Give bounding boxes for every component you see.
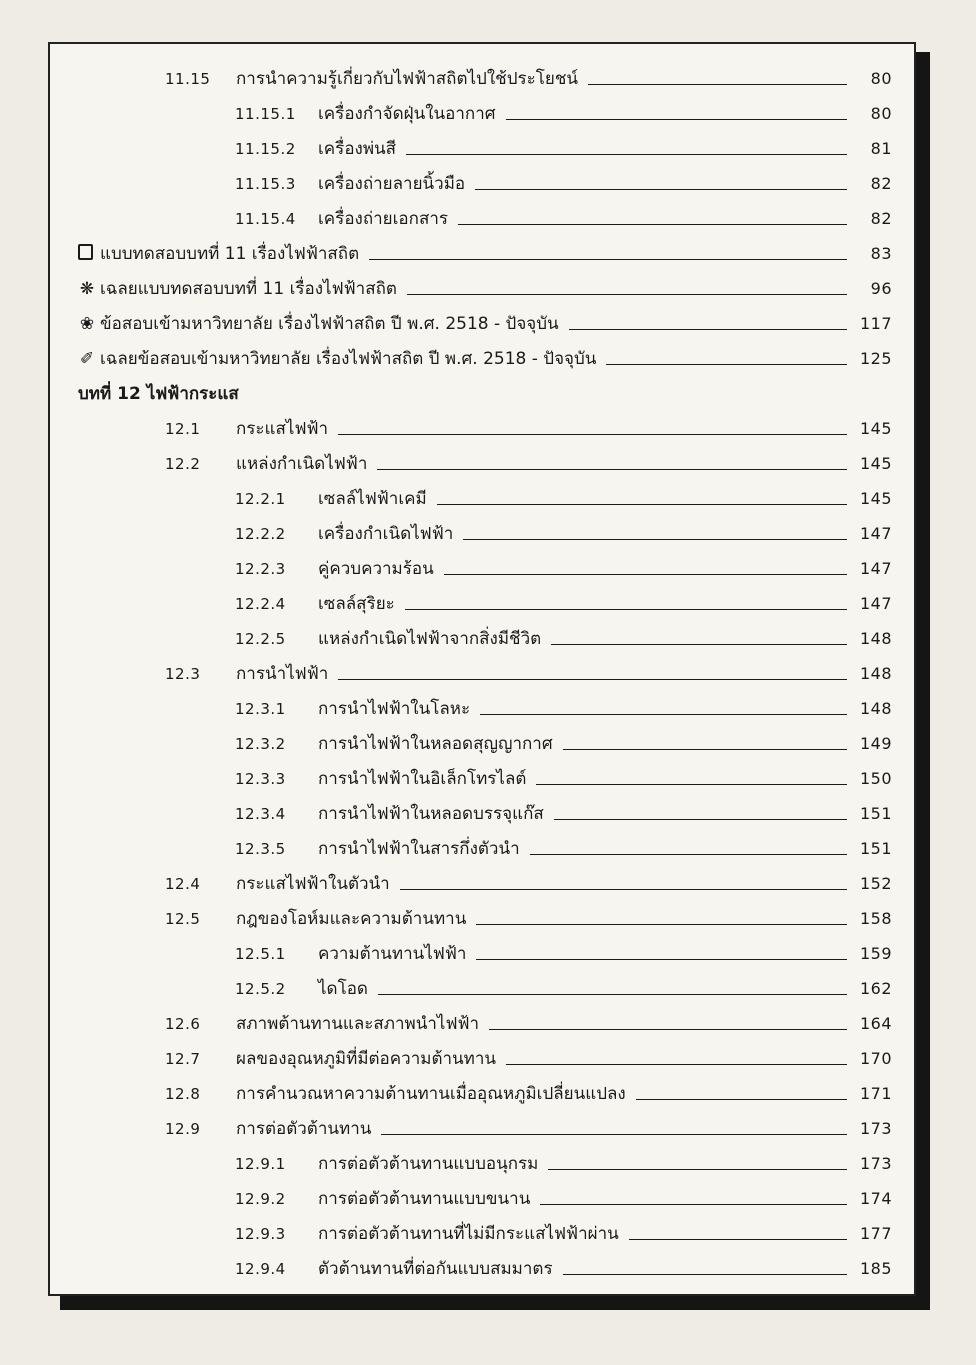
section-number: 12.5.2 — [235, 980, 286, 998]
title-text: ตัวต้านทานที่ต่อกันแบบสมมาตร — [318, 1259, 553, 1279]
title-text: เครื่องถ่ายลายนิ้วมือ — [318, 174, 466, 194]
toc-entry — [50, 659, 914, 689]
section-number: 12.2.5 — [235, 630, 286, 648]
section-number: 12.2.4 — [235, 595, 286, 613]
page-number: 145 — [859, 419, 892, 438]
leader-line — [540, 1204, 847, 1205]
page-number: 173 — [859, 1119, 892, 1138]
leader-line — [378, 994, 847, 995]
leader-line — [381, 1134, 847, 1135]
section-number: 12.3.4 — [235, 805, 286, 823]
leader-line — [536, 784, 847, 785]
toc-entry — [50, 694, 914, 724]
section-title — [78, 239, 359, 269]
section-title — [318, 554, 434, 584]
section-title — [318, 204, 448, 234]
title-text: กระแสไฟฟ้า — [236, 419, 329, 439]
leader-line — [489, 1029, 847, 1030]
leader-line — [458, 224, 847, 225]
section-title — [236, 869, 390, 899]
toc-entry — [50, 729, 914, 759]
page-number: 159 — [859, 944, 892, 963]
section-number: 12.8 — [165, 1085, 201, 1103]
toc-entry — [50, 449, 914, 479]
title-text: เซลล์สุริยะ — [318, 594, 395, 614]
page-number: 170 — [859, 1049, 892, 1068]
section-number: 11.15.4 — [235, 210, 296, 228]
toc-entry — [50, 1079, 914, 1109]
leader-line — [636, 1099, 847, 1100]
title-text: เครื่องกำเนิดไฟฟ้า — [318, 524, 454, 544]
toc-entry — [50, 624, 914, 654]
page-number: 185 — [859, 1259, 892, 1278]
page-number: 81 — [870, 139, 892, 158]
title-text: ข้อสอบเข้ามหาวิทยาลัย เรื่องไฟฟ้าสถิต ปี พ.ศ. 2518 - ปัจจุบัน — [100, 314, 559, 334]
leader-line — [506, 119, 847, 120]
leader-line — [530, 854, 847, 855]
page-number: 83 — [870, 244, 892, 263]
toc-entry — [50, 99, 914, 129]
page-number: 151 — [859, 804, 892, 823]
page-number: 151 — [859, 839, 892, 858]
toc-entry — [50, 1114, 914, 1144]
title-text: การนำความรู้เกี่ยวกับไฟฟ้าสถิตไปใช้ประโยชน์ — [236, 69, 578, 89]
page-number: 152 — [859, 874, 892, 893]
toc-entry — [50, 239, 914, 269]
section-number: 11.15.1 — [235, 105, 296, 123]
title-text: ผลของอุณหภูมิที่มีต่อความต้านทาน — [236, 1049, 497, 1069]
leader-line — [480, 714, 847, 715]
leader-line — [369, 259, 847, 260]
section-number: 12.6 — [165, 1015, 201, 1033]
section-number: 11.15 — [165, 70, 211, 88]
section-title — [318, 99, 496, 129]
section-title — [318, 939, 466, 969]
section-number: 12.7 — [165, 1050, 201, 1068]
section-title — [236, 1079, 626, 1109]
leader-line — [476, 959, 847, 960]
section-number: 12.1 — [165, 420, 201, 438]
section-number: 11.15.2 — [235, 140, 296, 158]
toc-entry — [50, 834, 914, 864]
section-title — [318, 134, 396, 164]
leader-line — [444, 574, 847, 575]
page-number: 80 — [870, 69, 892, 88]
section-title — [236, 449, 367, 479]
section-number: 12.3.5 — [235, 840, 286, 858]
toc-entry — [50, 554, 914, 584]
toc-entry — [50, 764, 914, 794]
section-title — [318, 519, 453, 549]
leader-line — [548, 1169, 847, 1170]
section-title — [236, 64, 578, 94]
title-text: เฉลยข้อสอบเข้ามหาวิทยาลัย เรื่องไฟฟ้าสถิต ปี พ.ศ. 2518 - ปัจจุบัน — [100, 349, 597, 369]
leader-line — [476, 924, 847, 925]
toc-entry — [50, 169, 914, 199]
section-title — [318, 729, 553, 759]
leader-line — [463, 539, 847, 540]
leader-line — [629, 1239, 847, 1240]
section-title — [318, 589, 395, 619]
section-number: 12.9.3 — [235, 1225, 286, 1243]
section-title — [318, 834, 520, 864]
page-number: 145 — [859, 454, 892, 473]
section-title — [236, 904, 466, 934]
title-text: แหล่งกำเนิดไฟฟ้าจากสิ่งมีชีวิต — [318, 629, 542, 649]
leader-line — [377, 469, 847, 470]
leader-line — [338, 679, 847, 680]
title-text: การต่อตัวต้านทานที่ไม่มีกระแสไฟฟ้าผ่าน — [318, 1224, 619, 1244]
title-text: เครื่องถ่ายเอกสาร — [318, 209, 448, 229]
section-title — [318, 624, 541, 654]
section-title — [318, 764, 526, 794]
section-title — [236, 659, 328, 689]
page-number: 117 — [859, 314, 892, 333]
section-number: 12.3.2 — [235, 735, 286, 753]
chapter-heading — [50, 379, 914, 409]
page-number: 171 — [859, 1084, 892, 1103]
section-number: 12.3.1 — [235, 700, 286, 718]
leader-line — [569, 329, 847, 330]
title-text: การต่อตัวต้านทาน — [236, 1119, 372, 1139]
leader-line — [506, 1064, 847, 1065]
leader-line — [475, 189, 847, 190]
title-text: บทที่ 12 ไฟฟ้ากระแส — [78, 384, 239, 404]
toc-entry — [50, 309, 914, 339]
toc-entry — [50, 1184, 914, 1214]
toc-entry — [50, 1254, 914, 1284]
square-bullet-icon — [78, 244, 93, 260]
page-number: 145 — [859, 489, 892, 508]
section-number: 12.2.3 — [235, 560, 286, 578]
page-number: 148 — [859, 699, 892, 718]
toc-entry — [50, 519, 914, 549]
leader-line — [407, 294, 847, 295]
title-text: การนำไฟฟ้าในสารกึ่งตัวนำ — [318, 839, 520, 859]
toc-entry — [50, 274, 914, 304]
leader-line — [400, 889, 847, 890]
toc-entry — [50, 134, 914, 164]
title-text: เครื่องกำจัดฝุ่นในอากาศ — [318, 104, 496, 124]
leader-line — [563, 1274, 847, 1275]
toc-entry — [50, 64, 914, 94]
page-number: 80 — [870, 104, 892, 123]
title-text: กฎของโอห์มและความต้านทาน — [236, 909, 467, 929]
section-number: 12.5.1 — [235, 945, 286, 963]
toc-frame — [48, 42, 916, 1296]
section-title — [318, 694, 470, 724]
section-title — [318, 1219, 619, 1249]
page-number: 82 — [870, 209, 892, 228]
leader-line — [606, 364, 847, 365]
title-text: ไดโอด — [318, 979, 368, 999]
section-number: 12.3.3 — [235, 770, 286, 788]
title-text: การนำไฟฟ้าในหลอดสุญญากาศ — [318, 734, 553, 754]
page-number: 147 — [859, 559, 892, 578]
section-title — [318, 1254, 553, 1284]
leader-line — [406, 154, 847, 155]
bullet-icon: ✐ — [79, 349, 95, 369]
section-number: 12.2.2 — [235, 525, 286, 543]
section-title — [318, 169, 465, 199]
leader-line — [554, 819, 847, 820]
toc-entry — [50, 904, 914, 934]
bullet-icon: ❋ — [79, 279, 95, 299]
section-number: 12.5 — [165, 910, 201, 928]
page-number: 150 — [859, 769, 892, 788]
section-title — [236, 1114, 371, 1144]
section-number: 12.9.2 — [235, 1190, 286, 1208]
section-title — [318, 484, 427, 514]
page-number: 164 — [859, 1014, 892, 1033]
title-text: การนำไฟฟ้าในอิเล็กโทรไลต์ — [318, 769, 527, 789]
section-number: 11.15.3 — [235, 175, 296, 193]
leader-line — [338, 434, 847, 435]
section-title — [318, 974, 368, 1004]
leader-line — [563, 749, 847, 750]
title-text: เซลล์ไฟฟ้าเคมี — [318, 489, 427, 509]
page-number: 96 — [870, 279, 892, 298]
toc-entry — [50, 204, 914, 234]
toc-entry — [50, 974, 914, 1004]
section-title — [318, 1184, 530, 1214]
page-number: 162 — [859, 979, 892, 998]
title-text: กระแสไฟฟ้าในตัวนำ — [236, 874, 390, 894]
toc-entry — [50, 344, 914, 374]
leader-line — [405, 609, 847, 610]
leader-line — [588, 84, 847, 85]
section-title — [236, 1009, 479, 1039]
title-text: เฉลยแบบทดสอบบทที่ 11 เรื่องไฟฟ้าสถิต — [100, 279, 397, 299]
title-text: การนำไฟฟ้า — [236, 664, 329, 684]
page-number: 125 — [859, 349, 892, 368]
title-text: การต่อตัวต้านทานแบบอนุกรม — [318, 1154, 539, 1174]
section-number: 12.3 — [165, 665, 201, 683]
toc-entry — [50, 1219, 914, 1249]
title-text: สภาพต้านทานและสภาพนำไฟฟ้า — [236, 1014, 480, 1034]
section-title — [318, 1149, 538, 1179]
page-number: 148 — [859, 664, 892, 683]
toc-entry — [50, 1044, 914, 1074]
bullet-icon: ❀ — [79, 314, 95, 334]
section-title — [318, 799, 544, 829]
page-number: 82 — [870, 174, 892, 193]
section-title — [236, 414, 328, 444]
page-number: 149 — [859, 734, 892, 753]
section-number: 12.9.1 — [235, 1155, 286, 1173]
page-number: 177 — [859, 1224, 892, 1243]
leader-line — [551, 644, 847, 645]
page-number: 147 — [859, 594, 892, 613]
page-number: 174 — [859, 1189, 892, 1208]
toc-entry — [50, 1009, 914, 1039]
section-title — [78, 344, 596, 374]
toc-entry — [50, 869, 914, 899]
table-of-contents — [50, 44, 914, 1294]
toc-entry — [50, 799, 914, 829]
title-text: การนำไฟฟ้าในโลหะ — [318, 699, 471, 719]
section-title — [78, 309, 559, 339]
leader-line — [437, 504, 847, 505]
section-number: 12.2 — [165, 455, 201, 473]
toc-entry — [50, 1149, 914, 1179]
section-number: 12.4 — [165, 875, 201, 893]
page-number: 148 — [859, 629, 892, 648]
toc-entry — [50, 484, 914, 514]
toc-entry — [50, 414, 914, 444]
section-title — [78, 274, 397, 304]
toc-entry — [50, 939, 914, 969]
section-number: 12.9.4 — [235, 1260, 286, 1278]
title-text: เครื่องพ่นสี — [318, 139, 397, 159]
title-text: คู่ควบความร้อน — [318, 559, 434, 579]
title-text: ความต้านทานไฟฟ้า — [318, 944, 467, 964]
title-text: การนำไฟฟ้าในหลอดบรรจุแก๊ส — [318, 804, 544, 824]
title-text: การคำนวณหาความต้านทานเมื่ออุณหภูมิเปลี่ยนแปลง — [236, 1084, 626, 1104]
toc-entry — [50, 589, 914, 619]
title-text: แบบทดสอบบทที่ 11 เรื่องไฟฟ้าสถิต — [100, 244, 360, 264]
page-number: 147 — [859, 524, 892, 543]
section-title — [78, 379, 239, 409]
title-text: การต่อตัวต้านทานแบบขนาน — [318, 1189, 531, 1209]
section-number: 12.9 — [165, 1120, 201, 1138]
page-number: 173 — [859, 1154, 892, 1173]
page-number: 158 — [859, 909, 892, 928]
section-number: 12.2.1 — [235, 490, 286, 508]
section-title — [236, 1044, 496, 1074]
title-text: แหล่งกำเนิดไฟฟ้า — [236, 454, 368, 474]
